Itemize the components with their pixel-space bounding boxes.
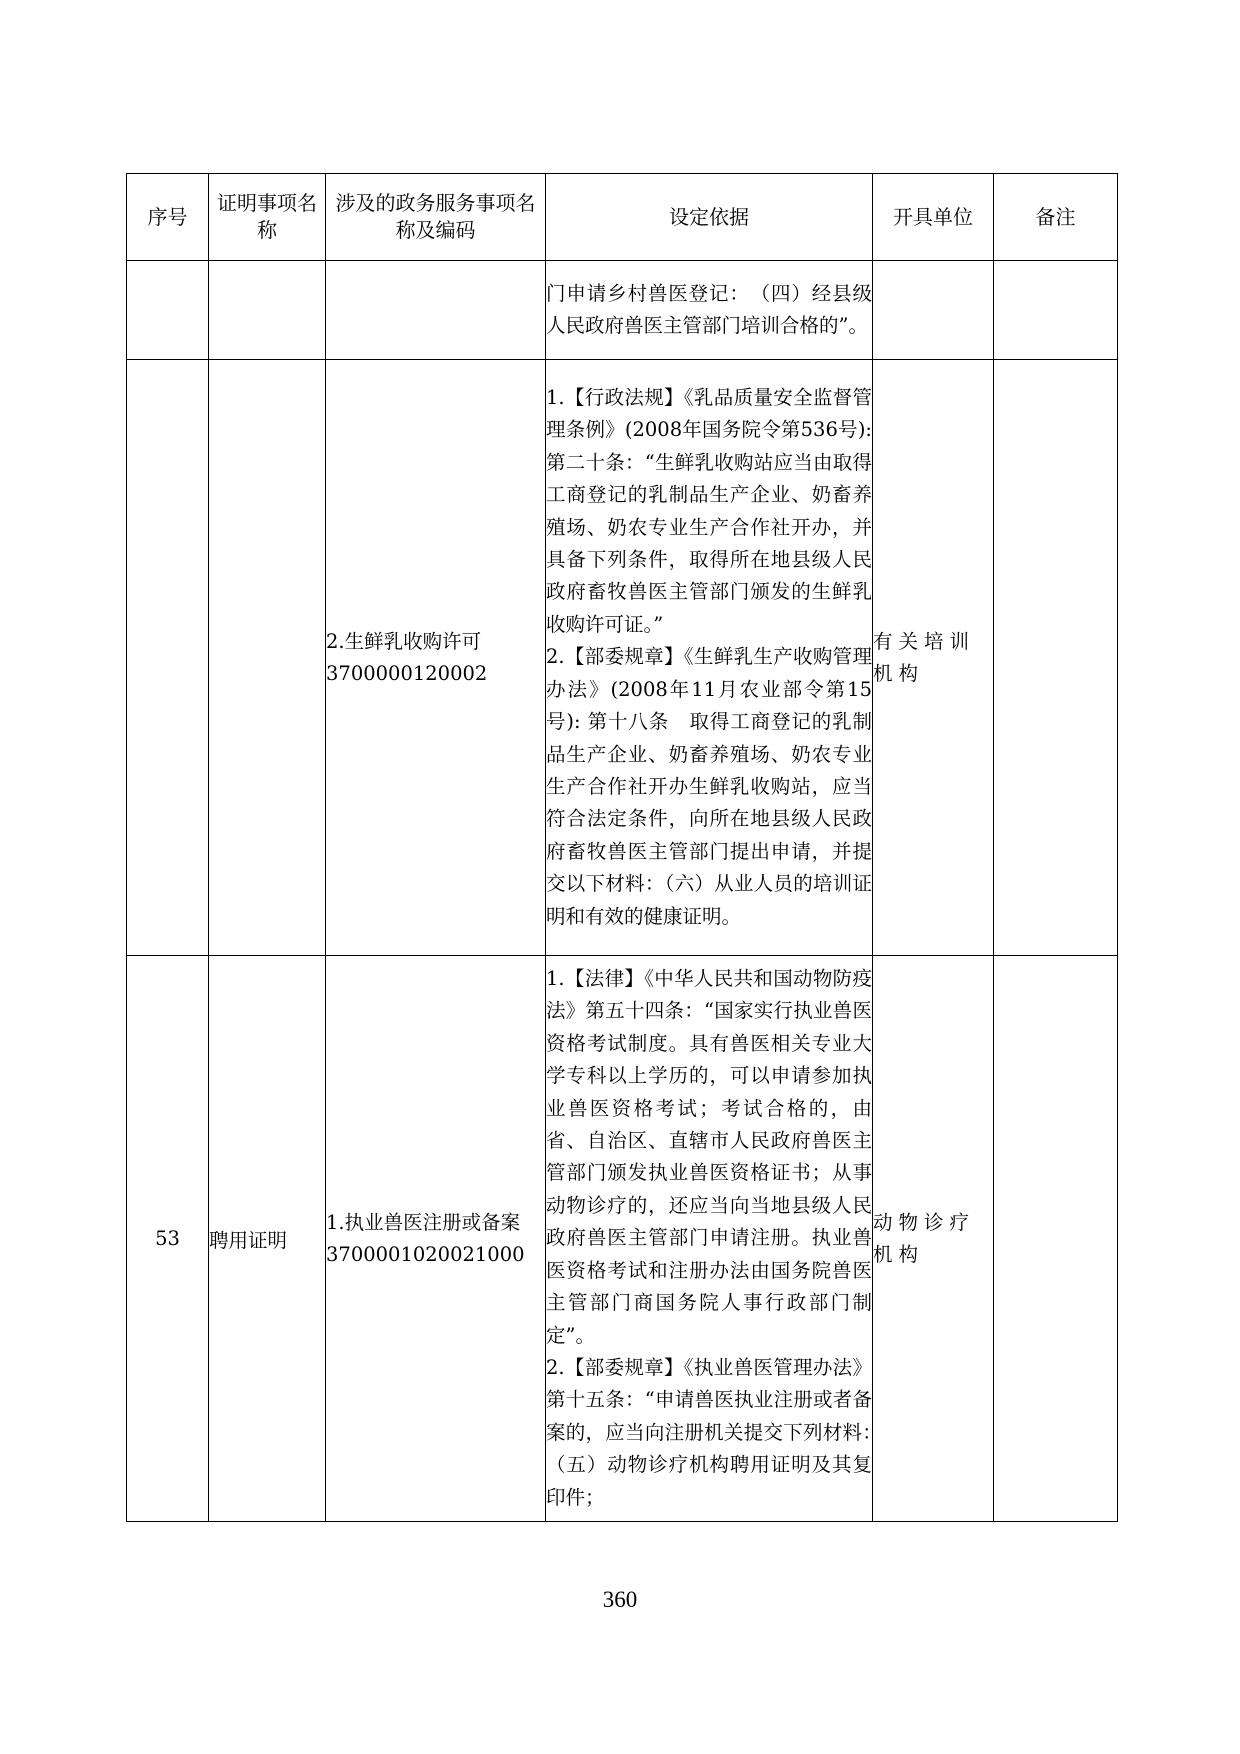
header-cert-name: 证明事项名称 — [209, 174, 326, 261]
basis-cell: 1.【行政法规】《乳品质量安全监督管理条例》(2008年国务院令第536号):第二十条：“生鲜乳收购站应当由取得工商登记的乳制品生产企业、奶畜养殖场、奶农专业生产合作社开办，并具备下列条件，取得所在地县级人民政府畜牧兽医主管部门颁发的生鲜乳收购许可证。” 2.【部委规章】《生鲜乳生产收购管理办法》(2008年11月农业部令第15号): 第十八条 取得工商登记的乳制品生产企业、奶畜养殖场、奶农专业生产合作社开办生鲜乳收购站，应当符合法定条件，向所在地县级人民政府畜牧兽医主管部门提出申请，并提交以下材料：（六）从业人员的培训证明和有效的健康证明。 — [546, 360, 873, 956]
service-item-code: 3700001020021000 — [326, 1242, 525, 1266]
header-basis: 设定依据 — [546, 174, 873, 261]
issuer-cell: 有关培训机构 — [873, 360, 994, 956]
cert-name-cell — [209, 261, 326, 360]
header-issuer: 开具单位 — [873, 174, 994, 261]
remarks-cell — [994, 956, 1118, 1522]
service-item-cell — [326, 956, 546, 1522]
seq-cell — [127, 360, 209, 956]
issuer-cell — [873, 261, 994, 360]
remarks-cell — [994, 261, 1118, 360]
basis-cell: 门申请乡村兽医登记： （四）经县级人民政府兽医主管部门培训合格的”。 — [546, 261, 873, 360]
header-remarks: 备注 — [994, 174, 1118, 261]
seq-cell — [127, 261, 209, 360]
service-item-name: 1.执业兽医注册或备案 — [326, 1210, 521, 1234]
table-row — [127, 360, 1118, 956]
header-service-item: 涉及的政务服务事项名称及编码 — [326, 174, 546, 261]
table-header-row — [127, 174, 1118, 261]
certification-table — [126, 173, 1118, 1522]
issuer-cell: 动物诊疗机构 — [873, 956, 994, 1522]
cert-name-cell — [209, 360, 326, 956]
service-item-code: 3700000120002 — [326, 661, 488, 685]
table-row — [127, 261, 1118, 360]
cert-name-cell: 聘用证明 — [209, 956, 326, 1522]
service-item-name: 2.生鲜乳收购许可 — [326, 629, 482, 653]
remarks-cell — [994, 360, 1118, 956]
service-item-cell — [326, 360, 546, 956]
seq-cell: 53 — [127, 956, 209, 1522]
page-number: 360 — [602, 1587, 638, 1612]
service-item-cell — [326, 261, 546, 360]
basis-cell: 1.【法律】《中华人民共和国动物防疫法》第五十四条：“国家实行执业兽医资格考试制度。具有兽医相关专业大学专科以上学历的，可以申请参加执业兽医资格考试；考试合格的，由省、自治区、直辖市人民政府兽医主管部门颁发执业兽医资格证书；从事动物诊疗的，还应当向当地县级人民政府兽医主管部门申请注册。执业兽医资格考试和注册办法由国务院兽医主管部门商国务院人事行政部门制定”。 2.【部委规章】《执业兽医管理办法》第十五条：“申请兽医执业注册或者备案的，应当向注册机关提交下列材料： （五）动物诊疗机构聘用证明及其复印件； — [546, 956, 873, 1522]
header-seq: 序号 — [127, 174, 209, 261]
table-row — [127, 956, 1118, 1522]
